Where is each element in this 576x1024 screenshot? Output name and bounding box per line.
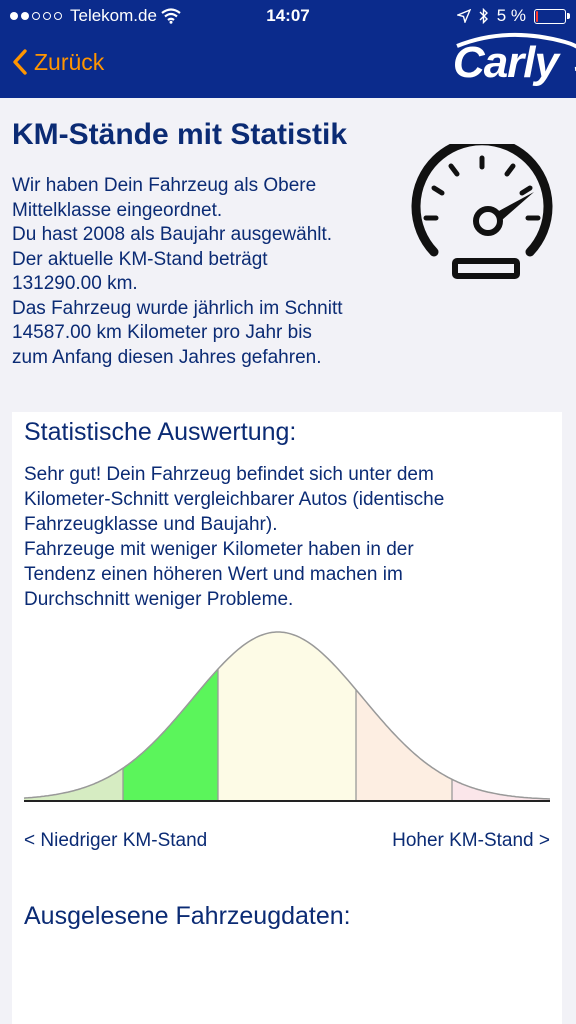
status-bar: [0, 0, 576, 34]
curve-segment-2: [123, 669, 218, 800]
vehicle-summary-text: Wir haben Dein Fahrzeug als Obere Mittelklasse eingeordnet. Du hast 2008 als Baujahr ausgewählt. Der aktuelle KM-Stand beträgt 131290.00 km. Das Fahrzeug wurde jährlich im Schnitt 14587.00 km Kilometer pro Jahr bis zum Anfang diesen Jahres gefahren.: [12, 175, 343, 368]
logo-car-swoosh-icon: [447, 32, 576, 88]
high-mileage-label[interactable]: Hoher KM-Stand >: [392, 830, 550, 851]
clock: 14:07: [266, 6, 310, 25]
curve-segment-3: [218, 632, 356, 800]
speedometer-icon: [406, 144, 558, 284]
statistics-heading: Statistische Auswertung:: [24, 418, 297, 446]
low-mileage-label[interactable]: < Niedriger KM-Stand: [24, 830, 208, 851]
location-arrow-icon: [457, 9, 471, 23]
carly-logo: [453, 38, 558, 88]
chevron-left-icon: [12, 48, 28, 76]
bluetooth-icon: [479, 8, 489, 24]
back-button-label: Zurück: [34, 48, 105, 75]
page-title: KM-Stände mit Statistik: [12, 118, 348, 151]
curve-segment-5: [452, 779, 550, 800]
logo-text: Carly: [452, 38, 558, 87]
carrier-name: Telekom.de: [70, 6, 157, 25]
vehicle-data-heading: Ausgelesene Fahrzeugdaten:: [24, 902, 351, 930]
navigation-header: [0, 0, 576, 98]
battery-percentage: 5 %: [496, 6, 526, 25]
back-button[interactable]: [12, 48, 104, 76]
status-icons: [457, 6, 566, 26]
battery-level-fill: [536, 11, 538, 22]
battery-icon: [534, 9, 566, 24]
curve-segment-1: [24, 768, 123, 800]
statistics-text: Sehr gut! Dein Fahrzeug befindet sich unter dem Kilometer-Schnitt vergleichbarer Autos (identische Fahrzeugklasse und Baujahr). Fahrzeuge mit weniger Kilometer haben in der Tendenz einen höheren Wert und machen im Durchschnitt weniger Probleme.: [24, 464, 445, 610]
mileage-distribution-curve: [12, 622, 562, 807]
statistics-card: [12, 412, 562, 1024]
